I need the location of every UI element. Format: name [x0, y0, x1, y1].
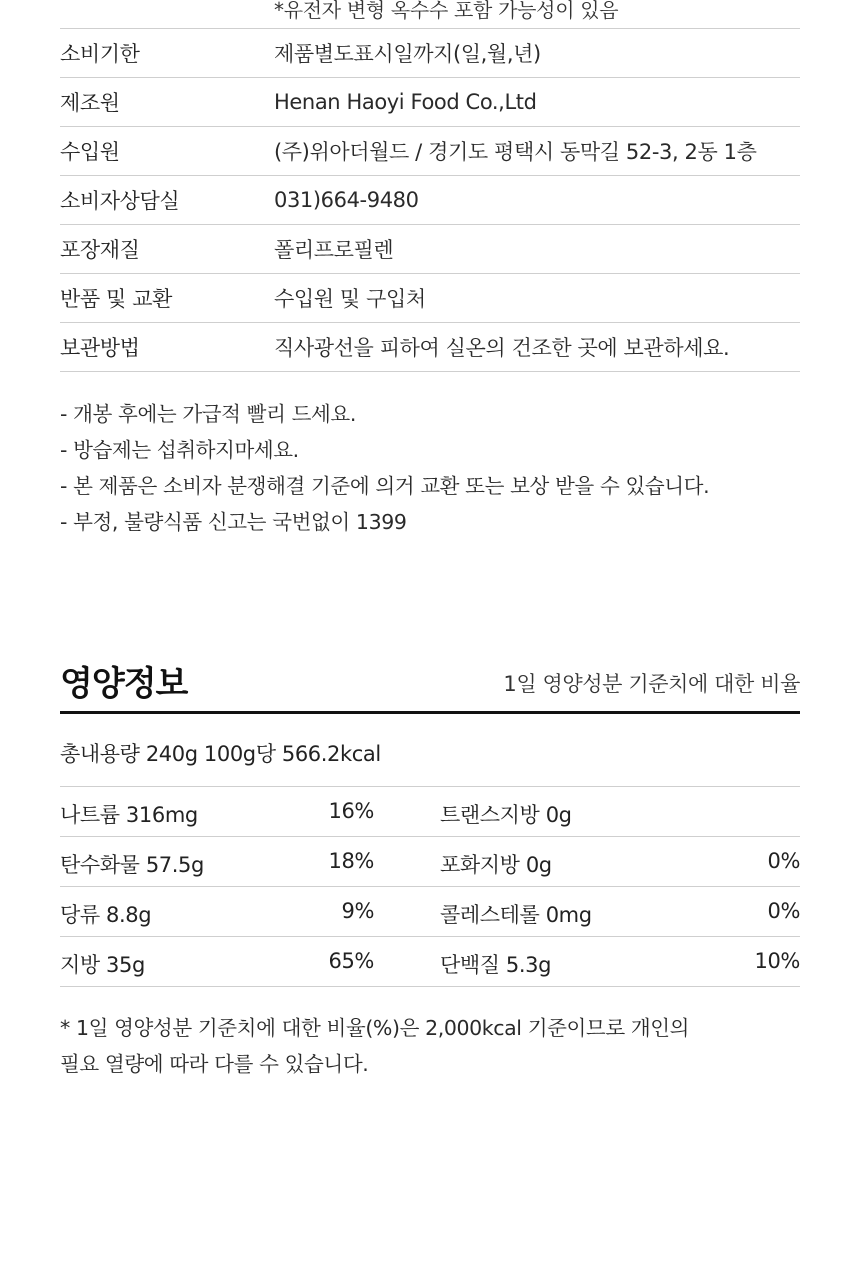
nutrient-name: 콜레스테롤 0mg	[440, 903, 592, 927]
info-row-returns	[60, 274, 800, 323]
info-row-importer	[60, 127, 800, 176]
nutrient-name: 트랜스지방 0g	[440, 803, 572, 827]
nutrition-header	[60, 650, 800, 712]
nutrient-percent: 0%	[767, 899, 800, 923]
nutrient-percent: 9%	[341, 899, 374, 923]
nutrient-name: 단백질 5.3g	[440, 953, 552, 977]
nutrient-name: 당류 8.8g	[60, 903, 152, 927]
nutrition-row	[60, 887, 800, 937]
info-row-consumer-center	[60, 176, 800, 225]
info-value: Henan Haoyi Food Co.,Ltd	[274, 90, 537, 114]
info-value: 폴리프로필렌	[274, 238, 394, 262]
nutrient-percent: 0%	[767, 849, 800, 873]
nutrient-name: 탄수화물 57.5g	[60, 853, 204, 877]
nutrient-name: 나트륨 316mg	[60, 803, 198, 827]
nutrition-footnote	[60, 1010, 800, 1082]
footnote-line: 필요 열량에 따라 다를 수 있습니다.	[60, 1052, 369, 1076]
info-key: 제조원	[60, 91, 120, 115]
gmo-notice: *유전자 변형 옥수수 포함 가능성이 있음	[274, 0, 619, 22]
nutrient-name: 지방 35g	[60, 953, 145, 977]
info-key: 수입원	[60, 140, 120, 164]
info-value: 직사광선을 피하여 실온의 건조한 곳에 보관하세요.	[274, 336, 730, 360]
info-key: 보관방법	[60, 336, 140, 360]
note-item: - 방습제는 섭취하지마세요.	[60, 438, 299, 462]
nutrition-table	[60, 786, 800, 987]
nutrient-percent: 18%	[328, 849, 374, 873]
note-item: - 개봉 후에는 가급적 빨리 드세요.	[60, 402, 356, 426]
info-row-manufacturer	[60, 78, 800, 127]
nutrition-divider	[60, 711, 800, 714]
nutrient-percent: 16%	[328, 799, 374, 823]
info-key: 소비자상담실	[60, 189, 180, 213]
nutrition-row	[60, 937, 800, 987]
nutrition-total: 총내용량 240g 100g당 566.2kcal	[60, 742, 381, 766]
info-value: 제품별도표시일까지(일,월,년)	[274, 42, 541, 66]
note-item: - 부정, 불량식품 신고는 국번없이 1399	[60, 510, 407, 534]
nutrition-title: 영양정보	[60, 664, 188, 704]
nutrition-row	[60, 787, 800, 837]
info-row-storage	[60, 323, 800, 372]
caution-notes	[60, 396, 800, 540]
nutrition-row	[60, 837, 800, 887]
info-value: 수입원 및 구입처	[274, 287, 426, 311]
nutrient-name: 포화지방 0g	[440, 853, 552, 877]
info-key: 소비기한	[60, 42, 140, 66]
info-row-packaging	[60, 225, 800, 274]
product-info-table	[60, 28, 800, 372]
footnote-line: * 1일 영양성분 기준치에 대한 비율(%)은 2,000kcal 기준이므로 개인의	[60, 1016, 690, 1040]
info-key: 반품 및 교환	[60, 287, 172, 311]
info-value: 031)664-9480	[274, 188, 419, 212]
info-row-expiry	[60, 29, 800, 78]
nutrition-subtitle: 1일 영양성분 기준치에 대한 비율	[503, 672, 800, 696]
nutrient-percent: 10%	[754, 949, 800, 973]
info-key: 포장재질	[60, 238, 140, 262]
note-item: - 본 제품은 소비자 분쟁해결 기준에 의거 교환 또는 보상 받을 수 있습니다.	[60, 474, 710, 498]
info-value: (주)위아더월드 / 경기도 평택시 동막길 52-3, 2동 1층	[274, 140, 757, 164]
nutrient-percent: 65%	[328, 949, 374, 973]
